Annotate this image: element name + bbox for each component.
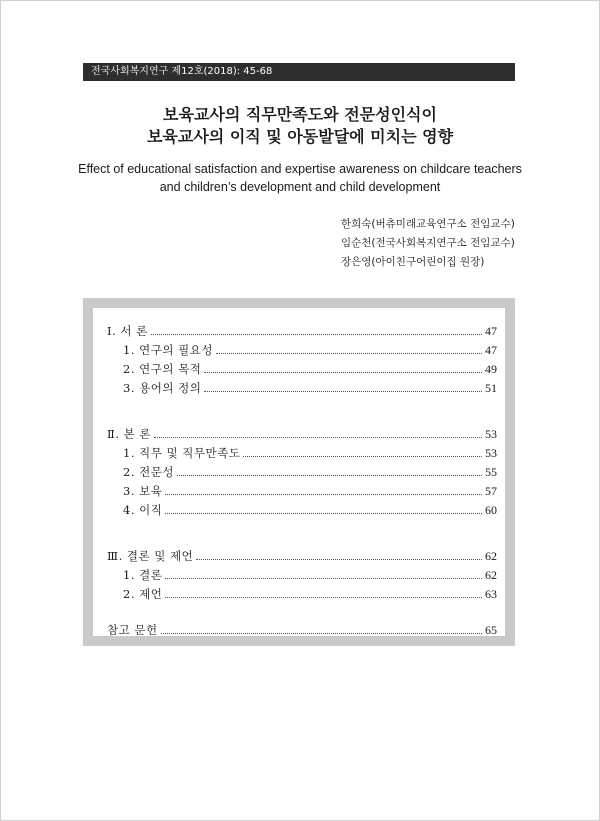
dot-leader (165, 513, 482, 514)
dot-leader (243, 456, 482, 457)
toc-page-number: 51 (485, 380, 497, 395)
toc-page-number: 60 (485, 502, 497, 517)
toc-label: 3. 보육 (123, 484, 163, 498)
toc-section-2-4[interactable] (123, 500, 497, 520)
toc-chapter-1[interactable] (107, 321, 497, 341)
author-3: 장은영(아이친구어린이집 원장) (341, 256, 485, 268)
dot-leader (154, 437, 482, 438)
toc-chapter-3[interactable] (107, 546, 497, 566)
toc-section-1-2[interactable] (123, 359, 497, 379)
toc-label: 1. 결론 (123, 568, 163, 582)
toc-page-number: 53 (485, 426, 497, 441)
dot-leader (216, 353, 482, 354)
toc-section-1-1[interactable] (123, 340, 497, 360)
dot-leader (165, 578, 482, 579)
dot-leader (196, 559, 482, 560)
toc-page-number: 65 (485, 622, 497, 637)
toc-section-3-1[interactable] (123, 565, 497, 585)
dot-leader (177, 475, 482, 476)
author-list (341, 215, 515, 272)
toc-label: 4. 이직 (123, 503, 163, 517)
toc-label: Ⅰ. 서 론 (107, 324, 148, 338)
korean-title-line-2: 보육교사의 이직 및 아동발달에 미치는 영향 (146, 127, 454, 146)
toc-label: 1. 연구의 필요성 (123, 343, 213, 357)
english-title (0, 160, 600, 196)
dot-leader (161, 633, 482, 634)
english-title-line-1: Effect of educational satisfaction and expertise awareness on childcare teachers (78, 162, 522, 176)
toc-label: Ⅱ. 본 론 (107, 427, 152, 441)
table-of-contents-box (83, 298, 515, 646)
toc-page-number: 47 (485, 323, 497, 338)
toc-references[interactable] (107, 620, 497, 640)
toc-label: 참고 문헌 (107, 623, 158, 637)
toc-label: 3. 용어의 정의 (123, 381, 202, 395)
toc-page-number: 63 (485, 586, 497, 601)
korean-title-line-1: 보육교사의 직무만족도와 전문성인식이 (163, 105, 437, 124)
journal-citation-bar: 전국사회복지연구 제12호(2018): 45-68 (83, 63, 515, 81)
dot-leader (165, 597, 482, 598)
toc-page-number: 53 (485, 445, 497, 460)
toc-section-1-3[interactable] (123, 378, 497, 398)
toc-page-number: 47 (485, 342, 497, 357)
toc-page-number: 49 (485, 361, 497, 376)
table-of-contents (93, 308, 505, 636)
author-1: 한희숙(버츄미래교육연구소 전임교수) (341, 218, 515, 230)
toc-page-number: 62 (485, 567, 497, 582)
toc-section-2-1[interactable] (123, 443, 497, 463)
toc-label: 2. 전문성 (123, 465, 174, 479)
toc-label: 2. 제언 (123, 587, 163, 601)
toc-section-2-2[interactable] (123, 462, 497, 482)
korean-title (0, 104, 600, 148)
toc-label: Ⅲ. 결론 및 제언 (107, 549, 194, 563)
toc-label: 2. 연구의 목적 (123, 362, 202, 376)
toc-page-number: 57 (485, 483, 497, 498)
dot-leader (204, 372, 482, 373)
dot-leader (165, 494, 482, 495)
toc-label: 1. 직무 및 직무만족도 (123, 446, 241, 460)
toc-section-3-2[interactable] (123, 584, 497, 604)
dot-leader (204, 391, 482, 392)
toc-page-number: 55 (485, 464, 497, 479)
toc-section-2-3[interactable] (123, 481, 497, 501)
dot-leader (151, 334, 482, 335)
toc-page-number: 62 (485, 548, 497, 563)
toc-chapter-2[interactable] (107, 424, 497, 444)
english-title-line-2: and children’s development and child development (159, 180, 441, 194)
author-2: 임순천(전국사회복지연구소 전임교수) (341, 237, 515, 249)
